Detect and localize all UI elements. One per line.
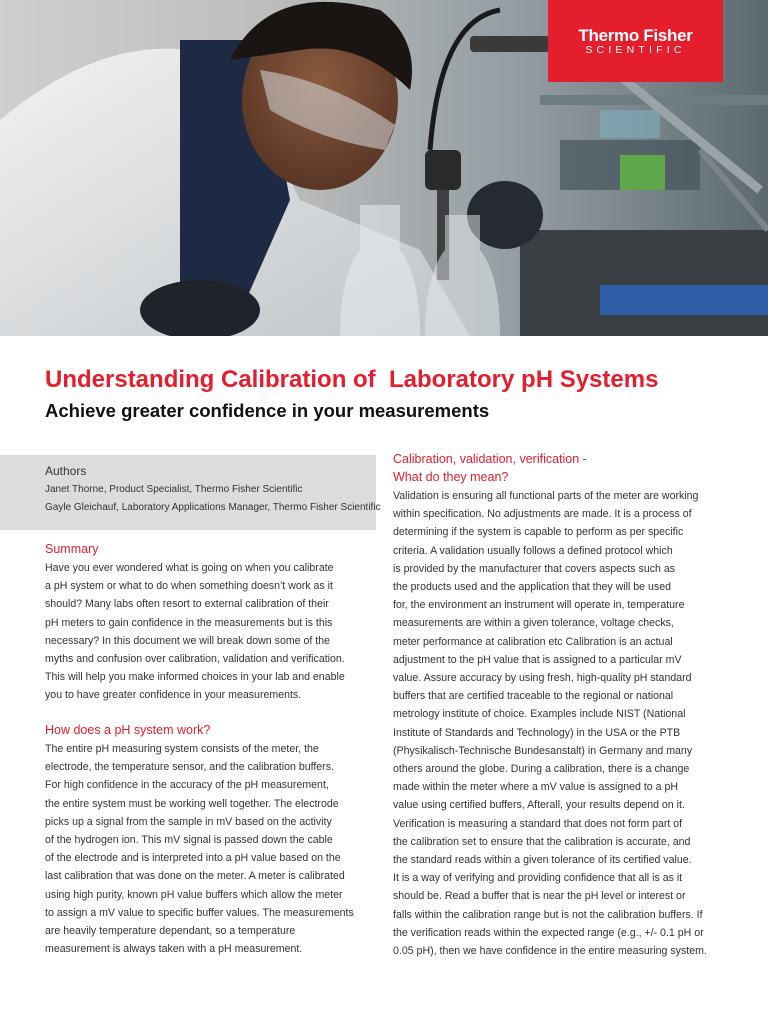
how-line: of the electrode and is interpreted into a pH value based on the (45, 852, 341, 865)
calibration-heading-line: What do they mean? (393, 470, 509, 484)
how-line: to assign a mV value to specific buffer values. The measurements (45, 906, 354, 919)
how-line: measurement is always taken with a pH measurement. (45, 943, 303, 956)
how-heading: How does a pH system work? (45, 723, 211, 737)
calibration-line: It is a way of verifying and providing confidence that all is as it (393, 872, 683, 885)
summary-line: Have you ever wondered what is going on when you calibrate (45, 562, 334, 574)
how-line: the entire system must be working well together. The electrode (45, 797, 339, 810)
calibration-line: the calibration set to ensure that the calibration is accurate, and (393, 835, 691, 848)
how-line: electrode, the temperature sensor, and the calibration buffers. (45, 761, 334, 774)
summary-line: a pH system or what to do when something doesn’t work as it (45, 580, 333, 593)
calibration-line: made within the meter where a mV value is assigned to a pH (393, 781, 678, 794)
author-1: Janet Thorne, Product Specialist, Thermo Fisher Scientific (45, 484, 303, 495)
calibration-line: should be. Read a buffer that is near the pH level or interest or (393, 890, 686, 903)
calibration-text (393, 487, 733, 960)
calibration-line: determining if the system is capable to perform as per specific (393, 526, 684, 539)
calibration-line: the products used and the application that they will be used (393, 581, 671, 594)
authors-heading: Authors (45, 464, 87, 478)
summary-line: This will help you make informed choices in your lab and enable (45, 671, 345, 684)
calibration-line: adjustment to the pH value that is assigned to a particular mV (393, 653, 682, 666)
hero-image (0, 0, 768, 336)
calibration-line: measurements are within a given tolerance, voltage checks, (393, 617, 674, 630)
calibration-line: buffers that are certified traceable to the regional or national (393, 690, 674, 703)
summary-line: should? Many labs often resort to external calibration of their (45, 598, 329, 611)
calibration-line: within specification. No adjustments are made. It is a process of (393, 508, 692, 521)
summary-line: pH meters to gain confidence in the measurements but is this (45, 616, 333, 629)
calibration-line: Validation is ensuring all functional parts of the meter are working (393, 490, 699, 502)
how-line: are heavily temperature dependant, so a temperature (45, 925, 296, 938)
calibration-line: metrology institute of choice. Examples include NIST (National (393, 708, 686, 721)
calibration-line: the standard reads within a given tolerance of its certified value. (393, 854, 692, 867)
authors-box (0, 455, 381, 530)
calibration-line: is provided by the manufacturer that covers aspects such as (393, 562, 676, 575)
calibration-line: Institute of Standards and Technology) in the USA or the PTB (393, 726, 681, 739)
calibration-line: value using certified buffers, Afterall, your results depend on it. (393, 799, 685, 812)
summary-heading: Summary (45, 542, 99, 556)
how-line: The entire pH measuring system consists of the meter, the (45, 743, 319, 755)
page-subtitle: Achieve greater confidence in your measurements (45, 400, 490, 421)
how-line: using high purity, known pH value buffers which allow the meter (45, 888, 343, 901)
calibration-line: meter performance at calibration etc Calibration is an actual (393, 635, 673, 648)
summary-line: myths and confusion over calibration, validation and verification. (45, 653, 345, 666)
how-line: picks up a signal from the sample in mV based on the activity (45, 815, 332, 828)
how-line: last calibration that was done on the meter. A meter is calibrated (45, 870, 345, 883)
calibration-line: 0.05 pH), then we have confidence in the entire measuring system. (393, 945, 707, 958)
thermo-fisher-logo (548, 0, 723, 82)
calibration-line: value. Assure accuracy by using fresh, high-quality pH standard (393, 672, 692, 685)
summary-line: necessary? In this document we will break down some of the (45, 634, 330, 647)
calibration-line: the verification reads within the expected range (e.g., +/- 0.1 pH or (393, 926, 704, 939)
calibration-line: for, the environment an instrument will operate in, temperature (393, 599, 685, 612)
calibration-line: Verification is measuring a standard that does not form part of (393, 817, 683, 830)
author-2: Gayle Gleichauf, Laboratory Applications Manager, Thermo Fisher Scientific (45, 502, 381, 513)
how-text (45, 740, 380, 958)
how-line: of the hydrogen ion. This mV signal is passed down the cable (45, 834, 333, 847)
logo-line-1: Thermo Fisher (578, 26, 693, 45)
how-line: For high confidence in the accuracy of the pH measurement, (45, 779, 329, 792)
calibration-heading-line: Calibration, validation, verification - (393, 452, 587, 466)
page-title: Understanding Calibration of Laboratory pH Systems (45, 366, 659, 393)
calibration-line: criteria. A validation usually follows a defined protocol which (393, 544, 673, 557)
calibration-line: (Physikalisch-Technische Bundesanstalt) in Germany and many (393, 744, 693, 757)
calibration-line: others around the globe. During a calibration, there is a change (393, 763, 690, 776)
summary-line: you to have greater confidence in your measurements. (45, 689, 302, 702)
summary-text (45, 559, 380, 705)
calibration-line: falls within the calibration range but is not the calibration buffers. If (393, 908, 703, 921)
logo-line-2: SCIENTIFIC (585, 44, 686, 56)
calibration-heading (393, 450, 587, 486)
